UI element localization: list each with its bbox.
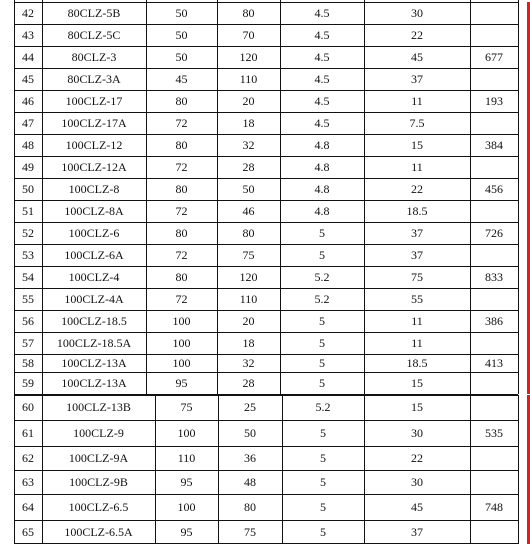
- row-divider: [14, 90, 518, 91]
- value-col-3: 50: [242, 181, 255, 196]
- row-divider: [14, 2, 518, 3]
- value-col-4: 5: [319, 335, 325, 350]
- value-col-5: 15: [411, 400, 423, 414]
- value-col-3: 50: [244, 425, 256, 440]
- value-col-4: 4.8: [314, 137, 330, 152]
- value-col-3: 18: [242, 335, 255, 350]
- column-divider: [518, 266, 519, 288]
- row-divider: [14, 24, 518, 25]
- row-divider: [14, 288, 518, 289]
- value-col-6: 413: [485, 355, 503, 370]
- column-divider: [470, 0, 471, 2]
- table-row: [0, 200, 530, 222]
- row-divider: [14, 112, 518, 113]
- value-col-4: 5: [320, 474, 326, 489]
- value-col-5: 30: [411, 474, 423, 489]
- value-col-5: 37: [411, 524, 423, 539]
- value-col-3: 80: [244, 499, 256, 514]
- value-col-4: 5: [319, 375, 325, 390]
- value-col-2: 80: [175, 269, 188, 284]
- value-col-3: 70: [242, 27, 255, 42]
- value-col-3: 18: [242, 115, 255, 130]
- value-col-5: 37: [411, 247, 423, 262]
- row-number: 53: [22, 247, 34, 262]
- model-code: 100CLZ-8A: [64, 203, 124, 218]
- row-number: 47: [22, 115, 34, 130]
- column-divider: [518, 90, 519, 112]
- row-divider: [14, 446, 518, 447]
- row-divider: [14, 332, 518, 333]
- value-col-6: 386: [485, 313, 503, 328]
- value-col-2: 80: [175, 181, 188, 196]
- column-divider: [518, 222, 519, 244]
- value-col-2: 50: [175, 5, 188, 20]
- model-code: 100CLZ-17: [65, 93, 123, 108]
- row-number: 54: [22, 269, 34, 284]
- value-col-3: 48: [244, 474, 256, 489]
- value-col-5: 22: [411, 27, 423, 42]
- value-col-3: 120: [239, 269, 258, 284]
- value-col-6: [470, 520, 518, 544]
- value-col-6: [470, 156, 518, 178]
- value-col-6: 456: [485, 181, 503, 196]
- value-col-6: 384: [485, 137, 503, 152]
- model-code: 100CLZ-6.5: [68, 499, 129, 514]
- value-col-4: 5: [320, 425, 326, 440]
- value-col-5: 75: [411, 269, 423, 284]
- value-col-3: 36: [244, 450, 256, 465]
- value-col-2: 110: [177, 450, 196, 465]
- value-col-6: 833: [485, 269, 503, 284]
- value-col-5: 18.5: [406, 355, 428, 370]
- value-col-5: 15: [411, 137, 423, 152]
- value-col-5: 30: [411, 5, 423, 20]
- row-divider: [14, 470, 518, 471]
- row-divider: [14, 266, 518, 267]
- column-divider: [518, 46, 519, 68]
- row-number: 65: [22, 524, 34, 539]
- row-divider: [14, 494, 518, 495]
- table-row: [0, 332, 530, 354]
- model-code: 100CLZ-18.5A: [56, 335, 132, 350]
- table-row: [0, 112, 530, 134]
- value-col-4: 4.8: [314, 203, 330, 218]
- column-divider: [217, 0, 218, 2]
- value-col-5: 30: [411, 425, 423, 440]
- table-row: [0, 156, 530, 178]
- column-divider: [518, 200, 519, 222]
- value-col-6: [470, 112, 518, 134]
- column-divider: [518, 372, 519, 394]
- column-divider: [14, 0, 15, 2]
- row-divider: [14, 200, 518, 201]
- value-col-4: 5: [320, 499, 326, 514]
- value-col-5: 11: [411, 335, 423, 350]
- model-code: 80CLZ-5B: [67, 5, 121, 20]
- column-divider: [518, 494, 519, 520]
- value-col-4: 4.8: [314, 159, 330, 174]
- value-col-2: 100: [172, 335, 191, 350]
- column-divider: [518, 310, 519, 332]
- column-divider: [518, 244, 519, 266]
- value-col-4: 5.2: [315, 400, 331, 414]
- row-divider: [14, 178, 518, 179]
- value-col-2: 80: [175, 93, 188, 108]
- value-col-4: 5: [319, 313, 325, 328]
- row-divider: [14, 372, 518, 373]
- value-col-6: [470, 332, 518, 354]
- row-number: 62: [22, 450, 34, 465]
- value-col-3: 110: [239, 291, 258, 306]
- value-col-2: 95: [180, 474, 193, 489]
- table-row: [0, 24, 530, 46]
- value-col-3: 28: [242, 159, 255, 174]
- column-divider: [518, 134, 519, 156]
- model-code: 100CLZ-6A: [64, 247, 124, 262]
- model-code: 100CLZ-8: [68, 181, 120, 196]
- column-divider: [518, 0, 519, 2]
- row-number: 50: [22, 181, 34, 196]
- value-col-6: 726: [485, 225, 503, 240]
- value-col-4: 5: [319, 355, 325, 370]
- column-divider: [518, 24, 519, 46]
- value-col-4: 5.2: [314, 269, 330, 284]
- row-number: 52: [22, 225, 34, 240]
- model-code: 100CLZ-9: [73, 425, 124, 440]
- value-col-5: 22: [411, 181, 423, 196]
- column-divider: [42, 0, 43, 2]
- value-col-5: 45: [411, 499, 423, 514]
- model-code: 100CLZ-6.5A: [64, 524, 133, 539]
- table-row: [0, 354, 530, 372]
- value-col-3: 20: [242, 93, 255, 108]
- value-col-3: 80: [242, 5, 255, 20]
- column-divider: [280, 0, 281, 2]
- row-number: 44: [22, 49, 34, 64]
- row-divider: [14, 354, 518, 355]
- row-number: 49: [22, 159, 34, 174]
- model-code: 100CLZ-4A: [64, 291, 124, 306]
- value-col-3: 32: [242, 355, 255, 370]
- table-row: [0, 310, 530, 332]
- model-code: 100CLZ-9B: [69, 474, 128, 489]
- value-col-2: 75: [180, 400, 193, 414]
- table-row: [0, 266, 530, 288]
- row-divider: [14, 310, 518, 311]
- column-divider: [518, 112, 519, 134]
- value-col-4: 5: [320, 524, 326, 539]
- value-col-2: 95: [180, 524, 193, 539]
- value-col-2: 50: [175, 49, 188, 64]
- value-col-5: 55: [411, 291, 423, 306]
- table-row: [0, 46, 530, 68]
- row-divider: [14, 68, 518, 69]
- value-col-6: [470, 2, 518, 24]
- value-col-6: [470, 244, 518, 266]
- column-divider: [518, 68, 519, 90]
- model-code: 80CLZ-3: [71, 49, 117, 64]
- value-col-6: [470, 24, 518, 46]
- value-col-5: 11: [411, 159, 423, 174]
- row-number: 46: [22, 93, 34, 108]
- model-code: 100CLZ-17A: [61, 115, 127, 130]
- row-number: 58: [22, 355, 34, 370]
- value-col-5: 15: [411, 375, 423, 390]
- row-number: 45: [22, 71, 34, 86]
- value-col-2: 100: [177, 425, 196, 440]
- row-divider: [14, 420, 518, 421]
- table-row: [0, 68, 530, 90]
- value-col-3: 80: [242, 225, 255, 240]
- row-divider: [14, 222, 518, 223]
- value-col-3: 75: [244, 524, 256, 539]
- table-row: [0, 446, 530, 470]
- value-col-6: [470, 395, 518, 420]
- model-code: 100CLZ-6: [68, 225, 120, 240]
- table-row: [0, 244, 530, 266]
- column-divider: [518, 332, 519, 354]
- model-code: 80CLZ-5C: [67, 27, 121, 42]
- value-col-3: 32: [242, 137, 255, 152]
- row-number: 43: [22, 27, 34, 42]
- value-col-3: 120: [239, 49, 258, 64]
- value-col-2: 100: [172, 355, 191, 370]
- value-col-2: 72: [175, 115, 188, 130]
- value-col-3: 110: [239, 71, 258, 86]
- column-divider: [364, 0, 365, 2]
- column-divider: [518, 420, 519, 446]
- value-col-5: 37: [411, 225, 423, 240]
- value-col-2: 72: [175, 203, 188, 218]
- row-number: 61: [22, 425, 34, 440]
- table-row: [0, 372, 530, 394]
- row-number: 55: [22, 291, 34, 306]
- model-code: 100CLZ-12A: [61, 159, 127, 174]
- row-divider: [14, 46, 518, 47]
- model-code: 100CLZ-13A: [61, 375, 127, 390]
- value-col-6: [470, 372, 518, 394]
- table-row: [0, 178, 530, 200]
- table-row: [0, 470, 530, 494]
- value-col-5: 45: [411, 49, 423, 64]
- column-divider: [518, 354, 519, 372]
- value-col-6: [470, 446, 518, 470]
- value-col-2: 72: [175, 247, 188, 262]
- model-code: 100CLZ-4: [68, 269, 120, 284]
- row-number: 42: [22, 5, 34, 20]
- value-col-6: 193: [485, 93, 503, 108]
- row-number: 48: [22, 137, 34, 152]
- value-col-4: 4.5: [314, 49, 330, 64]
- row-number: 51: [22, 203, 34, 218]
- value-col-5: 37: [411, 71, 423, 86]
- model-code: 100CLZ-18.5: [61, 313, 127, 328]
- value-col-4: 5: [319, 225, 325, 240]
- value-col-3: 28: [242, 375, 255, 390]
- value-col-2: 45: [175, 71, 188, 86]
- value-col-2: 50: [175, 27, 188, 42]
- value-col-3: 25: [244, 400, 256, 414]
- table-row: [0, 395, 530, 420]
- row-number: 56: [22, 313, 34, 328]
- value-col-6: [470, 288, 518, 310]
- table-row: [0, 222, 530, 244]
- column-divider: [518, 2, 519, 24]
- value-col-5: 22: [411, 450, 423, 465]
- value-col-3: 75: [242, 247, 255, 262]
- value-col-3: 20: [242, 313, 255, 328]
- value-col-6: 748: [485, 499, 503, 514]
- row-divider: [14, 395, 518, 396]
- value-col-4: 5: [319, 247, 325, 262]
- value-col-3: 46: [242, 203, 255, 218]
- value-col-4: 5: [320, 450, 326, 465]
- cut-off-row: [0, 0, 530, 2]
- value-col-2: 100: [177, 499, 196, 514]
- value-col-4: 4.5: [314, 93, 330, 108]
- row-number: 60: [22, 400, 34, 414]
- model-code: 100CLZ-9A: [68, 450, 129, 465]
- row-divider: [14, 134, 518, 135]
- table-row: [0, 494, 530, 520]
- table-row: [0, 288, 530, 310]
- table-row: [0, 420, 530, 446]
- model-code: 100CLZ-12: [65, 137, 123, 152]
- table-row: [0, 2, 530, 24]
- column-divider: [146, 0, 147, 2]
- value-col-6: [470, 470, 518, 494]
- table-row: [0, 134, 530, 156]
- column-divider: [518, 178, 519, 200]
- column-divider: [518, 470, 519, 494]
- row-number: 57: [22, 335, 34, 350]
- value-col-5: 11: [411, 93, 423, 108]
- value-col-4: 4.5: [314, 71, 330, 86]
- row-number: 64: [22, 499, 34, 514]
- value-col-4: 4.5: [314, 5, 330, 20]
- column-divider: [518, 156, 519, 178]
- row-number: 59: [22, 375, 34, 390]
- row-divider: [14, 520, 518, 521]
- row-number: 63: [22, 474, 34, 489]
- value-col-2: 72: [175, 291, 188, 306]
- model-code: 100CLZ-13A: [61, 355, 127, 370]
- value-col-6: [470, 200, 518, 222]
- value-col-2: 72: [175, 159, 188, 174]
- column-divider: [518, 446, 519, 470]
- table-row: [0, 520, 530, 544]
- model-code: 100CLZ-13B: [66, 400, 131, 414]
- row-divider: [14, 244, 518, 245]
- table-row: [0, 90, 530, 112]
- value-col-2: 80: [175, 225, 188, 240]
- value-col-6: 677: [485, 49, 503, 64]
- row-divider: [14, 156, 518, 157]
- column-divider: [518, 395, 519, 420]
- value-col-2: 80: [175, 137, 188, 152]
- column-divider: [518, 288, 519, 310]
- value-col-5: 18.5: [406, 203, 428, 218]
- value-col-2: 95: [175, 375, 188, 390]
- value-col-5: 11: [411, 313, 423, 328]
- value-col-5: 7.5: [409, 115, 425, 130]
- value-col-4: 5.2: [314, 291, 330, 306]
- value-col-6: [470, 68, 518, 90]
- value-col-4: 4.5: [314, 115, 330, 130]
- value-col-4: 4.5: [314, 27, 330, 42]
- value-col-6: 535: [485, 425, 503, 440]
- model-code: 80CLZ-3A: [67, 71, 121, 86]
- value-col-4: 4.8: [314, 181, 330, 196]
- value-col-2: 100: [172, 313, 191, 328]
- column-divider: [518, 520, 519, 544]
